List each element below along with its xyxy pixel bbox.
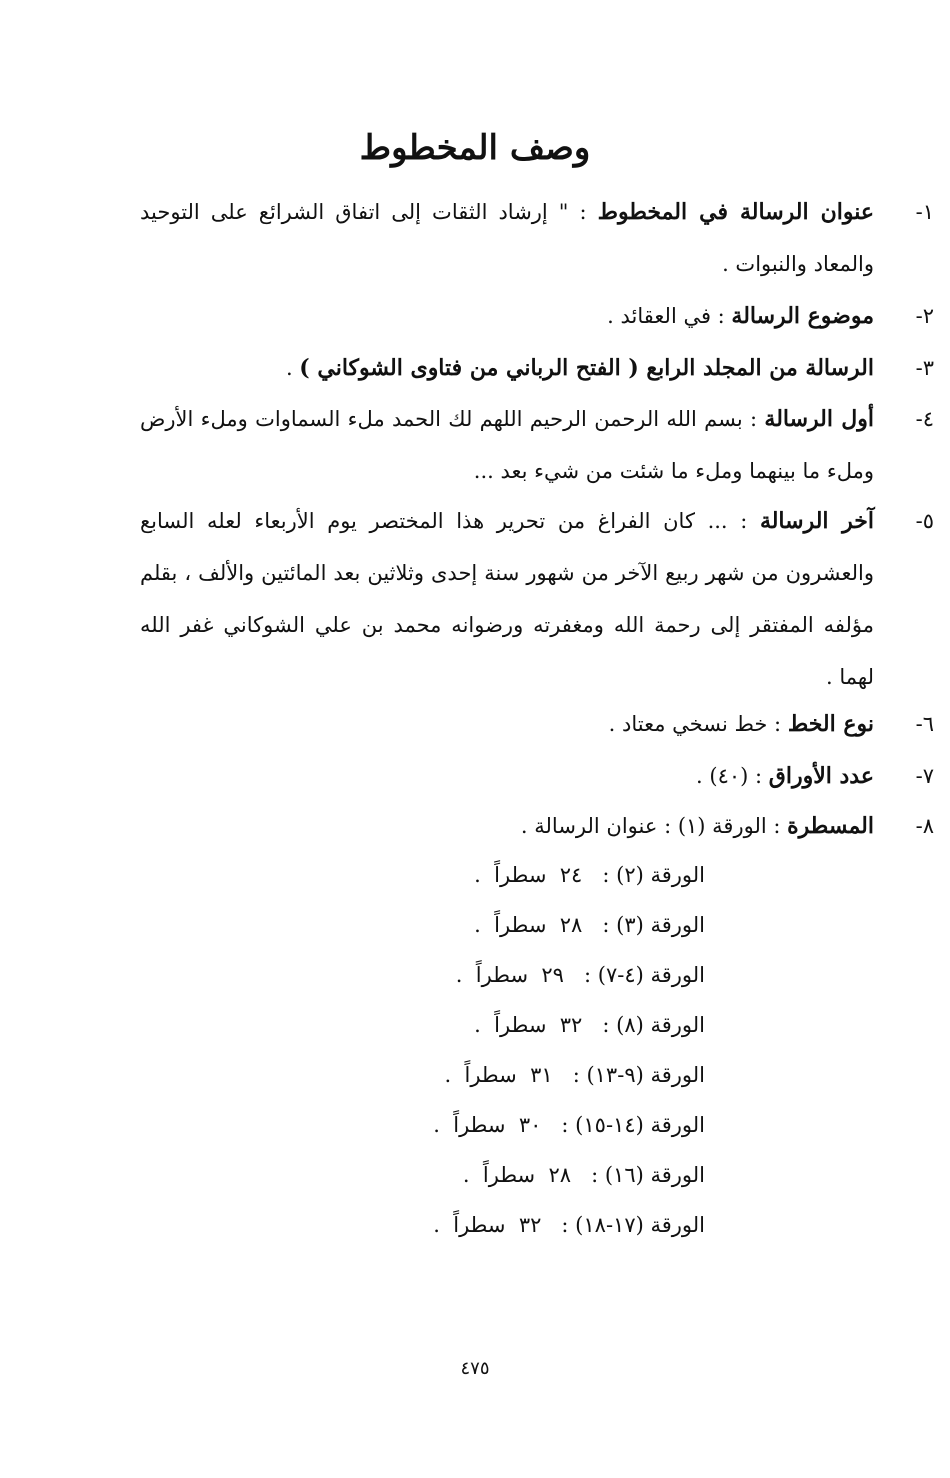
- item-beginning: [140, 393, 934, 497]
- item-script-type: [140, 698, 934, 750]
- item-text: : ... كان الفراغ من تحرير هذا المختصر يوم الأربعاء لعله السابع والعشرون من شهر ربيع الآخر من شهور سنة إحدى وثلاثين بعد المائتين والألف ، بقلم مؤلفه المفتقر إلى رحمة الله ومغفرته ورضوانه محمد بن علي الشوكاني غفر الله لهما .: [140, 509, 874, 689]
- page-number: ٤٧٥: [460, 1358, 490, 1379]
- item-number: ٦-: [915, 712, 934, 736]
- page-title: وصف المخطوط: [359, 128, 591, 168]
- item-label: عدد الأوراق: [768, 763, 874, 789]
- item-label: المسطرة: [787, 813, 874, 839]
- item-number: ٨-: [915, 814, 934, 838]
- leaf-line: الورقة (٩-١٣) : ٣١ سطراً .: [444, 1063, 705, 1087]
- item-volume: [140, 342, 934, 394]
- item-label: الرسالة من المجلد الرابع ( الفتح الرباني من فتاوى الشوكاني ): [299, 355, 874, 381]
- leaf-line: الورقة (٨) : ٣٢ سطراً .: [474, 1013, 705, 1037]
- item-text: : في العقائد .: [607, 304, 732, 328]
- item-text: : " إرشاد الثقات إلى اتفاق الشرائع على التوحيد والمعاد والنبوات .: [140, 200, 874, 276]
- leaf-line: الورقة (١٦) : ٢٨ سطراً .: [462, 1163, 705, 1187]
- item-number: ٢-: [915, 304, 934, 328]
- item-label: نوع الخط: [787, 711, 874, 737]
- item-ruling: [140, 800, 934, 852]
- item-text: : خط نسخي معتاد .: [608, 712, 788, 736]
- item-text: : (٤٠) .: [696, 764, 769, 788]
- leaf-line: الورقة (١٧-١٨) : ٣٢ سطراً .: [433, 1213, 705, 1237]
- item-label: موضوع الرسالة: [731, 303, 874, 329]
- item-label: عنوان الرسالة في المخطوط: [597, 199, 874, 225]
- item-number: ١-: [915, 200, 934, 224]
- item-leaf-count: [140, 750, 934, 802]
- item-number: ٧-: [915, 764, 934, 788]
- leaf-line: الورقة (٣) : ٢٨ سطراً .: [474, 913, 705, 937]
- item-text: : الورقة (١) : عنوان الرسالة .: [520, 814, 788, 838]
- item-number: ٤-: [915, 407, 934, 431]
- item-label: أول الرسالة: [764, 406, 874, 432]
- leaf-line: الورقة (٢) : ٢٤ سطراً .: [474, 863, 705, 887]
- item-ending: [140, 495, 934, 703]
- item-number: ٣-: [915, 356, 934, 380]
- item-number: ٥-: [915, 509, 934, 533]
- item-text: .: [285, 356, 300, 380]
- item-label: آخر الرسالة: [759, 508, 874, 534]
- item-subject: [140, 290, 934, 342]
- leaf-line: الورقة (١٤-١٥) : ٣٠ سطراً .: [433, 1113, 705, 1137]
- leaf-line: الورقة (٤-٧) : ٢٩ سطراً .: [455, 963, 705, 987]
- item-text: : بسم الله الرحمن الرحيم اللهم لك الحمد ملء السماوات وملء الأرض وملء ما بينهما وملء ما شئت من شيء بعد ...: [140, 407, 874, 483]
- item-title: [140, 186, 934, 290]
